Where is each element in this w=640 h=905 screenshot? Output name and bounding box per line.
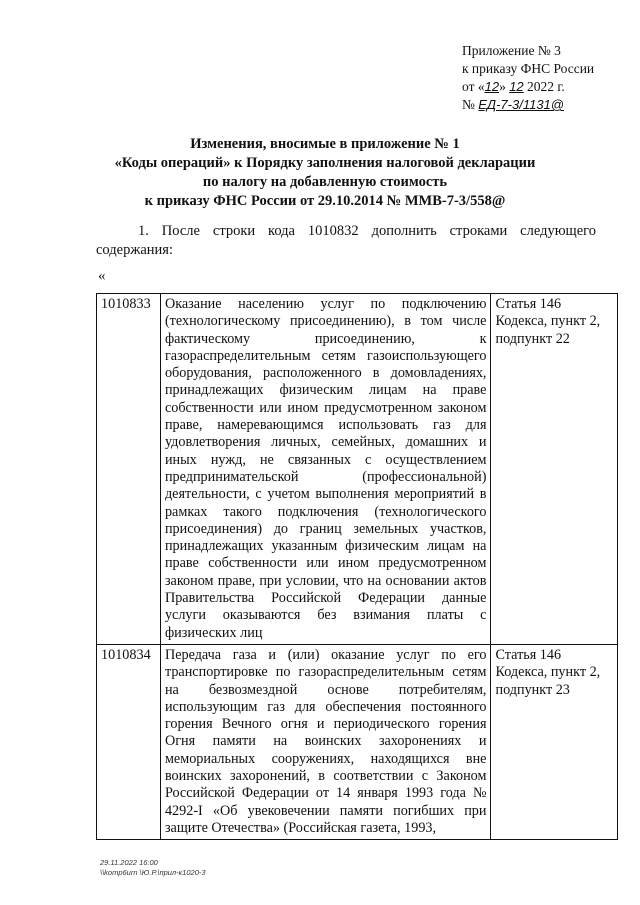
document-title: Изменения, вносимые в приложение № 1 «Коды операций» к Порядку заполнения налоговой декларации по налогу на добавленную стоимость к приказу ФНС России от 29.10.2014 № ММВ-7-3/558@ (114, 136, 536, 209)
table-row (97, 294, 618, 645)
appendix-header (462, 42, 594, 114)
handwritten-number: ЕД-7-3/1131@ (478, 97, 564, 112)
intro-paragraph: 1. После строки кода 1010832 дополнить строками следующего содержания: (96, 223, 596, 258)
handwritten-day: 12 (484, 79, 500, 94)
file-footer (100, 858, 206, 878)
table-row (97, 644, 618, 839)
open-quote: « (98, 268, 106, 284)
footer-path: \\komp6urn \Ю.Р.\прил-к1020-3 (100, 868, 206, 877)
appendix-order-ref: к приказу ФНС России (462, 61, 595, 76)
legal-reference: Статья 146 Кодекса, пункт 2, подпункт 22 (491, 294, 618, 645)
appendix-number: № ЕД-7-3/1131@ (462, 97, 564, 112)
footer-timestamp: 29.11.2022 16:00 (100, 858, 158, 867)
appendix-title: Приложение № 3 (462, 43, 561, 58)
operation-description: Передача газа и (или) оказание услуг по его транспортировке по газораспределительным сетям на безвозмездной основе потребителям, использующим газ для обеспечения постоянного горения Вечного огня и периодического горения Огня памяти на воинских захоронениях и мемориальных сооружениях, находящихся вне воинских захоронений, в соответствии с Законом Российской Федерации от 14 января 1993 года № 4292-I «Об увековечении памяти погибших при защите Отечества» (Российская газета, 1993, (160, 644, 491, 839)
operation-code: 1010833 (97, 294, 161, 645)
appendix-date: от «12» 12 2022 г. (462, 79, 565, 94)
handwritten-month: 12 (509, 79, 524, 94)
operation-codes-table (96, 293, 618, 840)
operation-description: Оказание населению услуг по подключению (технологическому присоединению), в том числе фактическому присоединению, к газораспределительным сетям газоиспользующего оборудования, расположенного в домовладениях, принадлежащих физическим лицам на праве собственности или ином предусмотренном законом праве, намеревающимся использовать газ для удовлетворения личных, семейных, домашних и иных нужд, не связанных с осуществлением предпринимательской (профессиональной) деятельности, с учетом выполнения мероприятий в рамках такого подключения (технологического присоединения) до границ земельных участков, принадлежащих указанным физическим лицам на праве собственности или ином предусмотренном законом праве, при условии, что на основании актов Правительства Российской Федерации данные услуги оказываются без взимания платы с физических лиц (160, 294, 491, 645)
operation-code: 1010834 (97, 644, 161, 839)
legal-reference: Статья 146 Кодекса, пункт 2, подпункт 23 (491, 644, 618, 839)
